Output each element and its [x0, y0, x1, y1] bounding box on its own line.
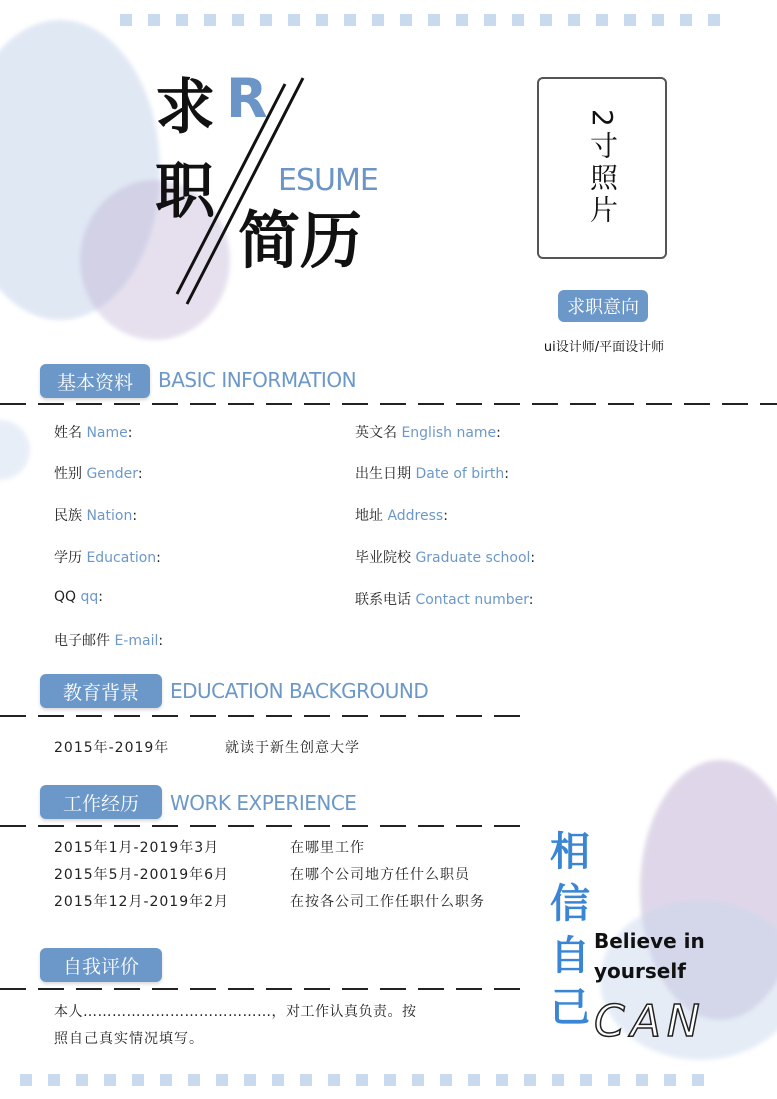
- work-desc: 在哪里工作: [290, 840, 365, 856]
- title-slash-lines: [175, 67, 315, 312]
- work-desc: 在按各公司工作任职什么职务: [290, 894, 485, 910]
- field-graduate-school: 毕业院校 Graduate school:: [355, 550, 536, 566]
- job-intent-tag: 求职意向: [558, 290, 648, 322]
- field-qq: QQ qq:: [54, 589, 103, 605]
- field-birth-date: 出生日期 Date of birth:: [355, 466, 509, 482]
- work-period: 2015年5月-20019年6月: [54, 867, 230, 883]
- title-letter-r: R: [226, 67, 268, 130]
- field-english-name: 英文名 English name:: [355, 425, 501, 441]
- education-period: 2015年-2019年: [54, 740, 170, 756]
- bottom-border: [20, 1074, 757, 1086]
- field-name: 姓名 Name:: [54, 425, 133, 441]
- top-border: [120, 14, 757, 26]
- field-education: 学历 Education:: [54, 550, 161, 566]
- title-char-zhi: 职: [155, 157, 215, 227]
- photo-placeholder[interactable]: [537, 77, 667, 259]
- work-desc: 在哪个公司地方任什么职员: [290, 867, 470, 883]
- field-email: 电子邮件 E-mail:: [54, 633, 164, 649]
- title-esume: ESUME: [278, 163, 378, 198]
- section-divider: [0, 715, 520, 717]
- work-period: 2015年12月-2019年2月: [54, 894, 230, 910]
- section-tag-work: 工作经历: [40, 785, 162, 819]
- job-intent-value: ui设计师/平面设计师: [543, 340, 665, 355]
- education-desc: 就读于新生创意大学: [225, 740, 360, 756]
- self-evaluation-line1: 本人…………………………………，对工作认真负责。按: [54, 1004, 417, 1020]
- section-title-basic-en: BASIC INFORMATION: [158, 368, 357, 392]
- field-address: 地址 Address:: [355, 508, 448, 524]
- paint-splash: [0, 420, 30, 480]
- section-divider: [0, 988, 520, 990]
- section-divider: [0, 825, 520, 827]
- field-contact-number: 联系电话 Contact number:: [355, 592, 534, 608]
- section-title-education-en: EDUCATION BACKGROUND: [170, 679, 429, 703]
- title-char-qiu: 求: [155, 73, 215, 143]
- field-gender: 性别 Gender:: [54, 466, 143, 482]
- field-nation: 民族 Nation:: [54, 508, 138, 524]
- section-divider: [0, 403, 777, 405]
- believe-vertical-text: 相 信 自 己: [550, 829, 590, 1031]
- title-jianli: 简历: [238, 204, 363, 277]
- can-text: CAN: [594, 996, 706, 1047]
- self-evaluation-line2: 照自己真实情况填写。: [54, 1031, 204, 1047]
- section-tag-education: 教育背景: [40, 674, 162, 708]
- section-tag-basic: 基本资料: [40, 364, 150, 398]
- believe-english: Believe in yourself: [594, 929, 705, 983]
- section-tag-self-evaluation: 自我评价: [40, 948, 162, 982]
- work-period: 2015年1月-2019年3月: [54, 840, 220, 856]
- photo-label: 2寸照片: [586, 109, 619, 227]
- section-title-work-en: WORK EXPERIENCE: [170, 791, 357, 815]
